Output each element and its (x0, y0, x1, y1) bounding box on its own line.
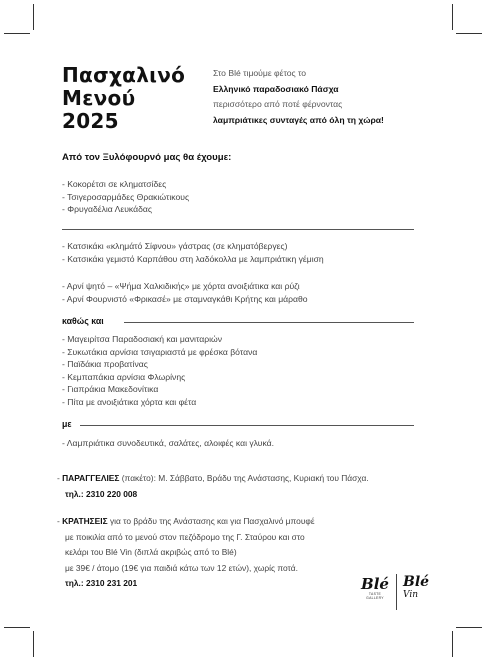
crop-mark (452, 4, 453, 30)
ble-vin-logo (403, 575, 429, 601)
menu-item: - Λαμπριάτικα συνοδευτικά, σαλάτες, αλοιφές και γλυκά. (62, 438, 275, 448)
crop-mark (456, 627, 482, 628)
orders-text: (πακέτο): Μ. Σάββατο, Βράδυ της Ανάστασης, Κυριακή του Πάσχα. (119, 473, 369, 483)
menu-item: - Κεμπαπάκια αρνίσια Φλωρίνης (62, 371, 186, 382)
ble-logo-word: Blé (361, 575, 389, 593)
intro-line: Ελληνικό παραδοσιακό Πάσχα (213, 83, 339, 94)
title-line: Πασχαλινό (62, 63, 186, 87)
menu-item: - Κατσικάκι γεμιστό Καρπάθου στη λαδόκολλα με λαμπριάτικη γέμιση (62, 253, 324, 264)
intro-line: περισσότερο από ποτέ φέρνοντας (213, 99, 343, 109)
menu-list (62, 333, 257, 409)
menu-list (62, 437, 274, 450)
menu-item: - Αρνί ψητό – «Ψήμα Χαλκιδικής» με χόρτα ανοιξιάτικα και ρύζι (62, 281, 300, 291)
menu-item: - Γιαπράκια Μακεδονίτικα (62, 384, 159, 395)
crop-mark (452, 631, 453, 657)
orders-label: ΠΑΡΑΓΓΕΛΙΕΣ (62, 473, 120, 483)
intro-text (213, 66, 384, 128)
logo-divider (396, 574, 397, 610)
title-line: 2025 (62, 109, 119, 133)
section-label: καθώς και (62, 316, 104, 326)
crop-mark (4, 33, 30, 34)
reservations-line: με ποικιλία από το μενού στον πεζόδρομο της Γ. Σταύρου και στο (65, 531, 305, 542)
ble-vin-logo-word: Blé (403, 574, 430, 590)
menu-item: - Κατσικάκι «κλημάτό Σίφνου» γάστρας (σε κληματόβεργες) (62, 241, 288, 251)
page-title (62, 64, 185, 133)
ble-vin-logo-sub: Vin (403, 590, 419, 600)
intro-line: Στο Blé τιμούμε φέτος το (213, 68, 307, 78)
menu-item: - Παϊδάκια προβατίνας (62, 359, 148, 370)
title-line: Μενού (62, 86, 136, 110)
menu-item: - Κοκορέτσι σε κληματσίδες (62, 179, 167, 189)
reservations-prefix: - (57, 516, 63, 526)
reservations-info (57, 514, 315, 592)
intro-line: λαμπριάτικες συνταγές από όλη τη χώρα! (213, 114, 384, 125)
reservations-phone: τηλ.: 2310 231 201 (65, 578, 138, 589)
divider (80, 425, 414, 426)
menu-item: - Πίτα με ανοιξιάτικα χόρτα και φέτα (62, 396, 197, 407)
menu-item: - Συκωτάκια αρνίσια τσιγαριαστά με φρέσκα βότανα (62, 346, 258, 357)
section-label: με (62, 419, 72, 429)
section-heading: Από τον Ξυλόφουρνό μας θα έχουμε: (62, 152, 232, 163)
menu-list (62, 280, 308, 305)
reservations-label: ΚΡΑΤΗΣΕΙΣ (62, 516, 108, 526)
crop-mark (33, 4, 34, 30)
divider (124, 322, 414, 323)
menu-item: - Τσιγεροσαρμάδες Θρακιώτικους (62, 191, 190, 202)
orders-info (57, 471, 369, 502)
ble-logo-sub: TASTE (368, 592, 382, 596)
orders-phone: τηλ.: 2310 220 008 (65, 488, 138, 499)
menu-item: - Φρυγαδέλια Λευκάδας (62, 204, 152, 215)
reservations-line: κελάρι του Blé Vin (διπλά ακριβώς από το Blé) (65, 547, 237, 558)
orders-prefix: - (57, 473, 63, 483)
divider (62, 229, 414, 230)
crop-mark (33, 631, 34, 657)
reservations-line: με 39€ / άτομο (19€ για παιδιά κάτω των 12 ετών), χωρίς ποτά. (65, 562, 298, 573)
menu-item: - Μαγειρίτσα Παραδοσιακή και μανιταριών (62, 334, 223, 344)
menu-item: - Αρνί Φουρνιστό «Φρικασέ» με σταμναγκάθι Κρήτης και μάραθο (62, 293, 308, 304)
crop-mark (456, 33, 482, 34)
ble-logo-sub: GALLERY (366, 596, 384, 600)
crop-mark (4, 627, 30, 628)
ble-logo (358, 577, 392, 600)
menu-list (62, 240, 324, 265)
reservations-text: για το βράδυ της Ανάστασης και για Πασχαλινό μπουφέ (107, 516, 315, 526)
menu-list (62, 178, 189, 216)
